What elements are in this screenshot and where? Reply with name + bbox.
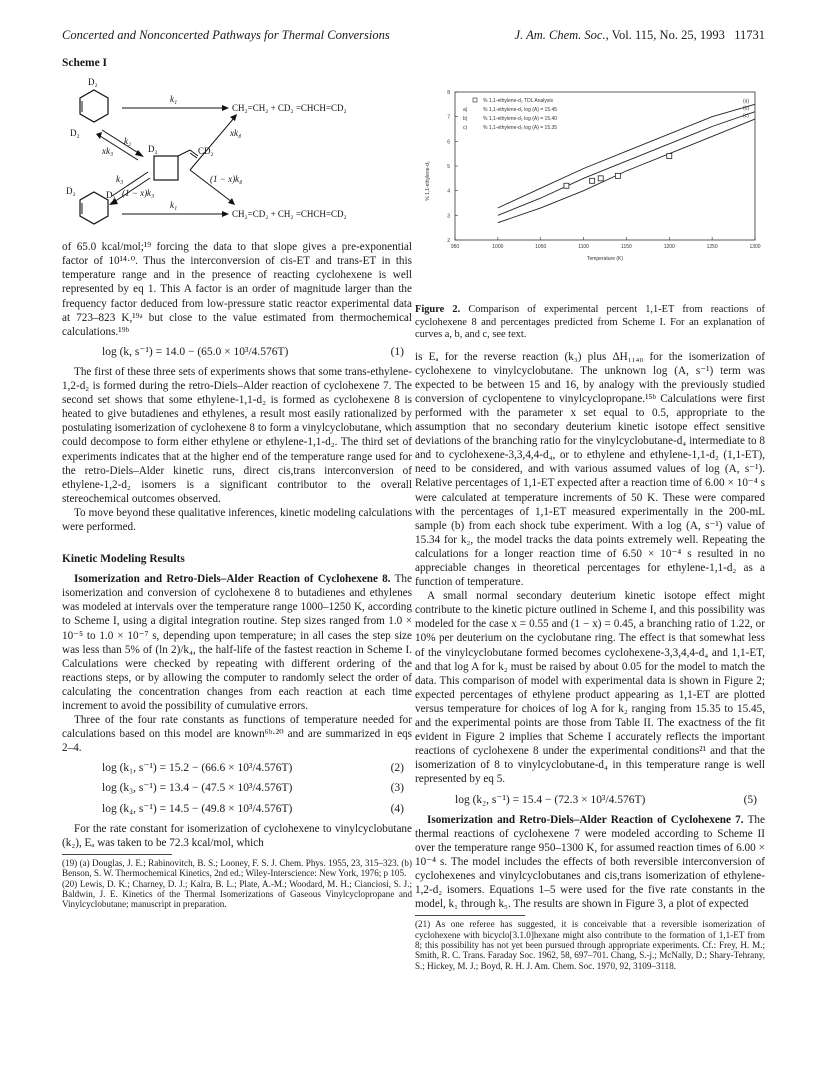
right-paragraph-2: A small normal secondary deuterium kinetic isotope effect might contribute to the kinetic picture outlined in Scheme I, and this possibility was modeled for the case x = 0.55 and (1 − x) = 0.45, a branching ratio of 1.22, or 10% per deuterium on the cyclobutane ring. The effect is that somewhat less of the vinylcyclobutane formed becomes cyclohexene-3,3,4,4-d₄ and 1,1-ET, and that log A for k₂ must be raised by about 0.05 for the model to match the data. This comparison of model with experimental data is shown in Figure 2; expected percentages of ethylene product appearing as 1,1-ET are plotted versus temperature for choices of log A for k₂ ranging from 15.35 to 15.45, and the experimental points are those from Table II. The exactness of the fit evident in Figure 2 implies that Scheme I accurately reflects the important reactions of cyclohexene 8 under the experimental conditions²¹ and that the isomerization of 8 to vinylcyclobutane-d₄ in this temperature range is well represented by eq 5. xyxy=(415,590,765,786)
curve-label-a: (a) xyxy=(743,98,750,105)
data-point-tdl xyxy=(564,183,569,188)
legend-entry: % 1,1-ethylene-d₂ TDL Analysis xyxy=(483,98,554,104)
y-tick-label: 8 xyxy=(447,90,450,96)
equation-3 xyxy=(62,781,412,795)
y-tick-label: 3 xyxy=(447,213,450,220)
label-k3: k₃ xyxy=(116,174,124,185)
label-k1-bottom: k₁ xyxy=(170,200,178,211)
left-paragraph-4 xyxy=(62,572,412,713)
left-paragraph-1: of 65.0 kcal/mol;¹⁹ forcing the data to that slope gives a pre-exponential factor of 10¹⁴·⁰. Thus the interconversion of cis-ET and trans-ET in this temperature range and in the presence of reacting cyclohexene is well represented by eq 1. This A factor is an order of magnitude larger than the frequency factor deduced from low-pressure static reactor experimental data at 723–823 K,¹⁹ᵃ but close to the value estimated from thermochemical calculations.¹⁹ᵇ xyxy=(62,241,412,338)
equation-4-body: log (k₄, s⁻¹) = 14.5 − (49.8 × 10³/4.576T) xyxy=(102,802,293,815)
y-tick-label: 5 xyxy=(447,164,450,170)
footnote-21: (21) As one referee has suggested, it is conceivable that a reversible isomerization of cyclohexene with bicyclo[3.1.0]hexane might also contribute to the formation of 1,1-ET from 8; this possibility has not yet been pursued through appropriate experiments. Cf.: Frey, H. M.; Smith, R. C. Trans. Faraday Soc. 1962, 58, 697–701. Chang, S.-j.; McNally, D.; Shary-Tehrany, S.; Hickey, M. J.; Boyd, R. H. J. Am. Chem. Soc. 1970, 92, 3109–3118. xyxy=(415,919,765,971)
label-d2-bottom-b: D₂ xyxy=(106,190,116,201)
journal-volume: , Vol. 115, No. 25, 1993 xyxy=(605,28,725,42)
page-number: 11731 xyxy=(734,28,765,42)
equation-1-body: log (k, s⁻¹) = 14.0 − (65.0 × 10³/4.576T) xyxy=(102,345,289,358)
cyclohexene-ring-top xyxy=(80,90,108,122)
curve-label-c: (c) xyxy=(743,113,749,120)
equation-2 xyxy=(62,761,412,775)
left-paragraph-4-text: The isomerization and conversion of cyclohexene 8 to butadienes and ethylenes was modeled at intervals over the temperature range 1000–1250 K, according to Scheme I, using a digital integration routine. Step sizes ranged from 1.0 × 10⁻⁵ to 1.0 × 10⁻⁷ s, depending upon temperature; in all cases the step size was less than 5% of (ln 2)/k₄, the half-life of the fastest reaction in Scheme I. Calculations were checked by repeating with different ordering of the reactions steps, or by allowing the computer to randomly select the order of calculating the concentration changes from each reaction at each time increment to avoid the possibility of cumulative errors. xyxy=(62,573,412,712)
equation-5 xyxy=(415,793,765,807)
legend-marker-tdl xyxy=(473,98,477,102)
arrow-xk4 xyxy=(190,118,234,170)
legend-marker-label: a) xyxy=(463,107,468,113)
label-xk3: xk₃ xyxy=(102,146,114,157)
equation-5-body: log (k₂, s⁻¹) = 15.4 − (72.3 × 10³/4.576T) xyxy=(455,793,646,806)
x-tick-label: 1300 xyxy=(749,244,761,250)
equation-3-body: log (k₃, s⁻¹) = 13.4 − (47.5 × 10³/4.576T) xyxy=(102,782,293,795)
label-xk4: xk₄ xyxy=(230,128,242,139)
x-axis-label: Temperature (K) xyxy=(586,256,624,262)
running-header-title: Concerted and Nonconcerted Pathways for Thermal Conversions xyxy=(62,28,390,42)
label-d2-mid: D₂ xyxy=(148,144,158,155)
data-point-tdl xyxy=(667,154,672,159)
equation-1-number: (1) xyxy=(390,345,404,358)
scheme-diagram xyxy=(62,74,412,232)
left-paragraph-5: Three of the four rate constants as functions of temperature needed for calculations based on this model are known⁶ᵇ·²⁰ and are summarized in eqs 2–4. xyxy=(62,714,412,755)
subsection-heading-cyclohexene-7: Isomerization and Retro-Diels–Alder Reaction of Cyclohexene 7. xyxy=(427,813,744,826)
right-column xyxy=(415,56,765,971)
series-line-c xyxy=(498,119,755,223)
label-one-minus-x-k4: (1 − x)k₄ xyxy=(210,174,243,185)
label-d2-top: D₂ xyxy=(88,77,98,88)
label-one-minus-x-k3: (1 − x)k₃ xyxy=(122,188,155,199)
legend-entry: % 1,1-ethylene-d₂ log (A) = 15.40 xyxy=(483,116,558,122)
right-paragraph-3-text: The thermal reactions of cyclohexene 7 were modeled according to Scheme II over the temperature range 950–1300 K, for assumed reaction times of 6.00 × 10⁻⁴ s. The model includes the effects of both reversible interconversion of cyclohexenes and vinylcyclobutanes and cis,trans isomerization of ethylene-1,2-d₂ isomers. Equations 1–5 were used for the five rate constants in the model, k₁ through k₅. The results are shown in Figure 3, a plot of expected xyxy=(415,813,765,911)
product-top: CH₂=CH₂ + CD₂ =CHCH=CD₂ xyxy=(232,103,347,114)
y-tick-label: 4 xyxy=(447,188,450,195)
x-tick-label: 1050 xyxy=(535,244,547,250)
cyclohexene-ring-bottom xyxy=(80,192,108,224)
figure-2-caption xyxy=(415,304,765,342)
footnote-20: (20) Lewis, D. K.; Charney, D. J.; Kalra, B. L.; Plate, A.-M.; Woodard, M. H.; Cianciosi, S. J.; Baldwin, J. E. Kinetics of the Thermal Isomerizations of Gaseous Vinylcyclopropane and Vinylcyclobutane; manuscript in preparation. xyxy=(62,878,412,910)
label-k1-top: k₁ xyxy=(170,94,178,105)
label-cd2: CD₂ xyxy=(198,146,214,157)
plot-frame xyxy=(455,92,755,240)
cyclobutane-ring xyxy=(154,156,178,180)
x-tick-label: 1000 xyxy=(492,244,504,250)
right-paragraph-1: is Eₐ for the reverse reaction (k₃) plus ΔH₁₁₄₀ for the isomerization of cyclohexene to vinylcyclobutane. The unknown log (A, s⁻¹) term was expected to be between 15 and 16, by analogy with the previously studied conversion of cyclopentene to vinylcyclopropane.¹⁵ᵇ Calculations were first performed with the parameter x set equal to 0.5, appropriate to the assumption that no secondary deuterium kinetic isotope effect sensitive deviations of the branching ratio for the vinylcyclobutane-d₄ intermediate to 8 and to cyclohexene-3,3,4,4-d₄, or to ethylene and ethylene-1,1-d₂ (1,1-ET), need to be considered, and with various assumed values of log (A, s⁻¹). Relative percentages of 1,1-ET expected after a reaction time of 6.00 × 10⁻⁴ s were calculated at temperature increments of 50 K. These were compared with the percentages of 1,1-ET measured experimentally in the 200-mL sample (b) from each shock tube experiment. With a log (A, s⁻¹) value of 15.34 for k₂, the model tracks the data points extremely well. Repeating the calculations for a longer reaction time of 6.50 × 10⁻⁴ s resulted in no appreciable changes in theoretical percentages for ethylene-1,1-d₂ as a function of temperature. xyxy=(415,350,765,589)
y-tick-label: 7 xyxy=(447,114,450,121)
left-column xyxy=(62,56,412,910)
product-bottom: CH₂=CD₂ + CH₂ =CHCH=CD₂ xyxy=(232,209,347,220)
curve-label-b: (b) xyxy=(743,105,750,112)
equation-4 xyxy=(62,802,412,816)
data-point-tdl xyxy=(615,173,620,178)
footnote-divider xyxy=(62,854,172,855)
x-tick-label: 1100 xyxy=(578,244,589,250)
section-heading-kinetic-modeling: Kinetic Modeling Results xyxy=(62,553,185,566)
right-paragraph-3 xyxy=(415,813,765,912)
equation-1 xyxy=(62,345,412,359)
footnote-19: (19) (a) Douglas, J. E.; Rabinovitch, B. S.; Looney, F. S. J. Chem. Phys. 1955, 23, 315–323. (b) Benson, S. W. Thermochemical Kinetics, 2nd ed.; Wiley-Interscience: New York, 1976; p 105. xyxy=(62,857,412,879)
left-paragraph-3: To move beyond these qualitative inferences, kinetic modeling calculations were performed. xyxy=(62,506,412,533)
equation-5-number: (5) xyxy=(743,793,757,806)
legend-marker-label: b) xyxy=(463,116,468,122)
figure-2-caption-text: Comparison of experimental percent 1,1-ET from reactions of cyclohexene 8 and percentages predicted from Scheme I. For an explanation of curves a, b, and c, see text. xyxy=(415,304,766,341)
x-tick-label: 1250 xyxy=(706,244,718,250)
equation-2-number: (2) xyxy=(390,762,404,775)
subsection-heading-cyclohexene-8: Isomerization and Retro-Diels–Alder Reaction of Cyclohexene 8. xyxy=(74,573,391,586)
equation-3-number: (3) xyxy=(390,782,404,795)
footnote-divider-right xyxy=(415,915,525,916)
label-d2-left: D₂ xyxy=(70,128,80,139)
figure-2-chart xyxy=(415,56,765,296)
equation-4-number: (4) xyxy=(390,802,404,815)
left-paragraph-6: For the rate constant for isomerization of cyclohexene to vinylcyclobutane (k₂), Eₐ was taken to be 72.3 kcal/mol, which xyxy=(62,822,412,849)
y-tick-label: 6 xyxy=(447,139,450,146)
journal-name: J. Am. Chem. Soc. xyxy=(514,28,606,42)
label-k2: k₂ xyxy=(124,136,132,147)
legend-marker-label: c) xyxy=(463,125,468,131)
figure-2-label: Figure 2. xyxy=(415,304,461,316)
data-point-tdl xyxy=(590,178,595,183)
running-header-journal xyxy=(515,28,765,43)
equation-2-body: log (k₁, s⁻¹) = 15.2 − (66.6 × 10³/4.576T) xyxy=(102,762,293,775)
chart-legend xyxy=(463,98,557,131)
scheme-title: Scheme I xyxy=(62,57,108,69)
label-d2-bottom-a: D₂ xyxy=(66,186,76,197)
legend-entry: % 1,1-ethylene-d₂ log (A) = 15.45 xyxy=(483,107,558,113)
x-tick-label: 950 xyxy=(450,244,460,250)
x-tick-label: 1150 xyxy=(621,244,632,250)
left-paragraph-2: The first of these three sets of experiments shows that some trans-ethylene-1,2-d₂ is formed during the retro-Diels–Alder reaction of cyclohexene 7. The second set shows that some ethylene-1,1-d₂ is formed as cyclohexene 8 is heated to give butadienes and ethylenes, a result most easily rationalized by postulating isomerization of cyclohexene 8 to form a vinylcyclobutane, which could decompose to form either ethylene or ethylene-1,1-d₂. The third set of experiments indicates that at the higher end of the temperature range used for the retro-Diels–Alder kinetic runs, direct cis,trans interconversion of ethylene-1,2-d₂ isomers is a significant contributor to the overall stereochemical outcomes observed. xyxy=(62,365,412,505)
y-axis-label: % 1,1-ethylene-d₂ xyxy=(425,161,431,201)
data-point-tdl xyxy=(598,176,603,181)
x-tick-label: 1200 xyxy=(663,244,675,250)
y-tick-label: 2 xyxy=(447,238,450,244)
legend-entry: % 1,1-ethylene-d₂ log (A) = 15.35 xyxy=(483,125,558,131)
